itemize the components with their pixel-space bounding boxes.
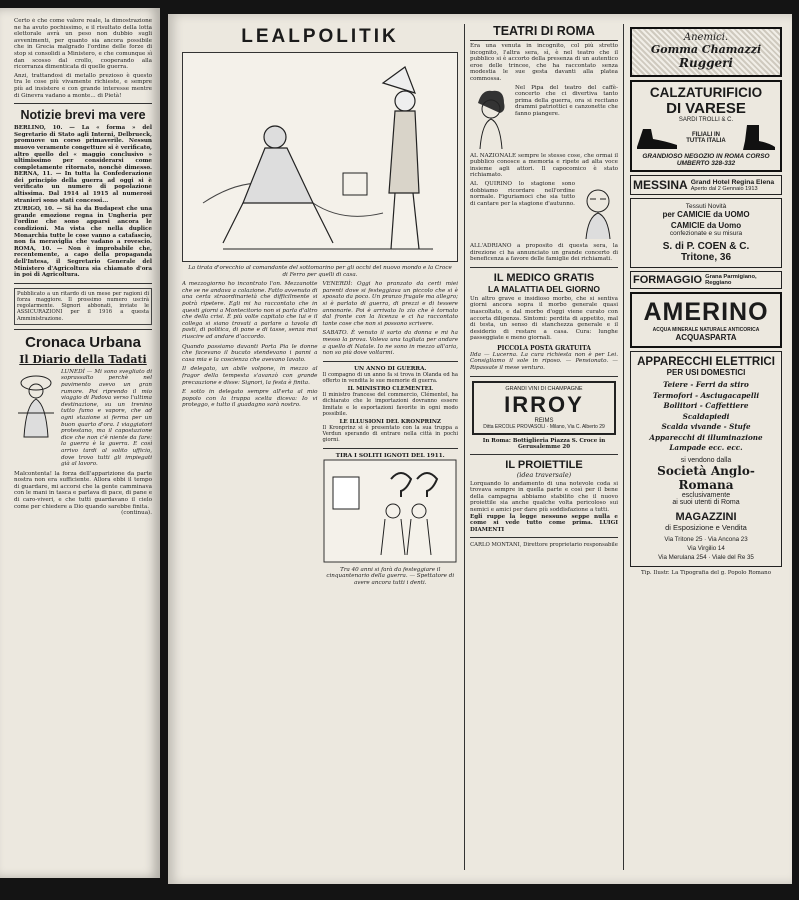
calzaturificio-ad (630, 80, 782, 172)
lealpolitik-verse-1: Il delegato, un abile volpone, in mezzo al fragor della tempesta s'avanzò con grande precauzione e disse: Signori, la festa è finita. (182, 366, 318, 386)
gomma-line-2: Gomma Chamazzi (650, 43, 762, 56)
ministro-text: Il ministro francese del commercio, Clémentel, ha dichiarato che le importazioni dovranno essere limitate e le esportazioni favorite in ogni modo possibile. (322, 392, 458, 417)
magazzini-address: Via Virgilio 14 (687, 544, 725, 552)
amerino-brand: AMERINO (643, 298, 769, 326)
calza-address: GRANDIOSO NEGOZIO IN ROMA CORSO UMBERTO 328-332 (642, 153, 770, 167)
lealpolitik-title: LEALPOLITIK (241, 26, 399, 47)
apparecchi-subtitle: PER USI DOMESTICI (666, 368, 746, 377)
notizie-text: BERLINO, 10. — La « forma » del Segretario di Stato agli Interni, Delbrueck, promuove un corso primaverile. Nessun muovo veramente congetture si è verificato, altro quello del « maggio conclusivo » ultimissimo per considerarsi come completamente ritornato, nonchè dimesso. BERNA, 11. — In tutta la Confederazione dei principio della guerra ad oggi si è verificato un numero di popolazione altissima. Dal 1914 al 1915 al numerosi stranieri sono stati concessi... (14, 125, 152, 204)
lealpolitik-cartoon (182, 52, 458, 262)
gomma-ad (630, 27, 782, 77)
irroy-city: REIMS (534, 417, 554, 424)
messina-opening: Aperto dal 2 Gennaio 1913 (690, 185, 758, 192)
lady-portrait-illustration (14, 369, 58, 439)
proiettile-subtitle: (idea traversale) (516, 470, 572, 479)
camicie-line-2: per CAMICIE da UOMO (662, 210, 750, 219)
medico-title: IL MEDICO GRATIS (493, 271, 595, 284)
left-newspaper-page (0, 8, 160, 878)
actor-sketch-illustration (470, 85, 512, 151)
gomma-line-3: Ruggeri (679, 56, 733, 70)
teatri-text-3: AL NAZIONALE sempre le stesse cose, che ormai il pubblico conosce a memoria e ripete ad alta voce insieme agli attori. Il capocomico è stato richiamato. (470, 152, 618, 179)
shoe-icon (635, 123, 679, 153)
magazzini-address: Via Tritone 25 · Via Ancona 23 (664, 535, 748, 543)
notizie-heading: Notizie brevi ma vere (20, 108, 146, 123)
printer-line: Tip. Ilustr. La Tipografia del g. Popolo Romano (640, 569, 772, 576)
teatri-text-4: AL QUIRINO lo stagione sono dobbiamo ricordare nell'ordine normale. Figuriamoci che sia tutto di cantare per la stagione d'autunno. (470, 180, 575, 207)
gentleman-sketch-illustration (578, 181, 618, 241)
messina-hotel-name: Grand Hotel Regina Elena (690, 178, 775, 186)
anno-text: Il compagno di un anno fa si trova in Olanda ed ha offerto in vendita le sue memorie di guerra. (322, 371, 458, 384)
diario-heading: Il Diario della Tadati (19, 352, 147, 366)
magazzini-subtitle: di Esposizione e Vendita (665, 522, 747, 532)
camicie-line-4: confezionate e su misura (669, 230, 743, 237)
ignoti-heading: TIRA I SOLITI IGNOTI DEL 1911. (335, 452, 445, 459)
magazzini-title: MAGAZZINI (675, 510, 737, 523)
apparecchi-item: Apparecchi di illuminazione (649, 432, 763, 442)
apparecchi-item: Scaldapiedi (682, 411, 730, 421)
camicie-company: S. di P. COEN & C. (662, 241, 750, 252)
irroy-brand: IRROY (504, 391, 584, 417)
piccola-posta-title: PICCOLA POSTA GRATUITA (497, 344, 591, 352)
apparecchi-title: APPARECCHI ELETTRICI (637, 356, 775, 368)
left-column (14, 18, 152, 868)
ministro-heading: IL MINISTRO CLEMENTEL (347, 386, 433, 393)
amerino-sub: ACQUA MINERALE NATURALE ANTICORICA (652, 327, 760, 333)
lealpolitik-mid-text: Quando passiamo davanti Porta Pia le donne che facevano il bucato stendevano i panni a casa mia e la coscienza che avevano lavato. (182, 343, 318, 363)
camicie-ad (630, 198, 782, 268)
apparecchi-company: Società Anglo-Romana (657, 463, 755, 492)
lealpolitik-col1-text: A mezzogiorno ho incontrato l'on. Mezzanotte che se ne andava a colazione. Fatto avvenuto di una certa straordinarietà che difficilmente si potrà ripetere. Egli mi ha raccontato che in questi giorni a Montecitorio non si parla d'altro che della crisi. È più volte capitato che lui e il collega si siano trovati a parlare a tavola di pasti, di politica, di pane e di tasse, senza mai riuscire ad andare d'accordo. (182, 281, 318, 340)
amerino-source: ACQUASPARTA (675, 333, 737, 342)
kronprinz-heading: LE ILLUSIONI DEL KRONPRINZ (339, 418, 442, 425)
uncle-sam-cartoon-illustration (183, 53, 457, 259)
apparecchi-exclusive: esclusivamente (681, 491, 731, 499)
boot-icon (733, 123, 777, 153)
diario-text-2: Malcontenta! la forza dell'apparizione da parte nostra non era sufficiente. Allora ebbi il tempo di guardare, mi accorsi che la gente camminava con le mani in tasca e parlava di pace, di pane e di caro-viveri, e che tutti guardavano il cielo come per chiedere a Dio quando sarebbe finita. (14, 470, 152, 510)
continua-label: (continua). (121, 510, 152, 517)
camicie-line-1: Tessuti Novità (685, 203, 727, 210)
apparecchi-item: Teiere - Ferri da stiro (663, 380, 749, 389)
teatri-text-5: ALL'ADRIANO a proposito di questa sera, la direzione ci ha annunciato un grande concerto di beneficenza a favore delle famiglie dei richiamati. (470, 242, 618, 263)
medico-text: Un altro grave e insidioso morbo, che si sentiva giorni ancora sopra il morbo generale quasi inascoltato, e dal morbo d'oggi viene curato con accorta diligenza. Sintomi: perdita di appetito, mal di testa, un senso di stanchezza generale e il desiderio di restare a casa. Cura: lunghe passeggiate e meno giornali. (470, 295, 618, 342)
bottom-caption: Tra 40 anni si farà da festeggiare il cinquantenario della guerra. — Spettatore di avere ancora tutti i denti. (326, 566, 455, 586)
proiettile-title: IL PROIETTILE (505, 458, 583, 471)
small-notice: Pubblicato a un ritardo di un mese per ragioni di forza maggiore. Il prossimo numero uscirà regolarmente. Signori abbonati, inviate le ASSICURAZIONI per il 1916 a questa Amministrazione. (14, 288, 152, 325)
apparecchi-elettrici-ad (630, 351, 782, 567)
formaggio-ad (630, 271, 782, 289)
camicie-address: Tritone, 36 (680, 252, 731, 263)
proiettile-footer: Egli ruppe la legge nessuno seppe nulla e come si vede tutto come prima. LUIGI DIAMENTI (470, 513, 618, 533)
calza-detail: FILIALI IN TUTTA ITALIA (686, 132, 726, 144)
calza-title: CALZATURIFICIO (649, 85, 763, 100)
intro-paragraph-2: Anzi, trattandosi di metallo prezioso è questo tra le cose più vivamente richieste, e sempre più ad insistere e con grande interesse mentre di Ginevra vadano a monte... di Pietà! (14, 72, 152, 99)
magazzini-address: Via Merulana 254 · Viale del Re 35 (658, 553, 754, 561)
teatri-title: TEATRI DI ROMA (470, 24, 618, 41)
calza-sub: SARDI TROLLI & C. (678, 117, 734, 123)
anno-heading: UN ANNO DI GUERRA. (354, 365, 427, 372)
apparecchi-item: Lampade ecc. ecc. (669, 443, 743, 452)
calza-name: DI VARESE (666, 100, 746, 117)
camicie-line-3: CAMICIE da Uomo (670, 221, 742, 230)
irroy-distributor: Ditta ERCOLE PROVASOLI · Milano, Via C. Alberto 29 (483, 423, 605, 430)
apparecchi-sold: si vendono dalla (680, 456, 732, 464)
medico-subtitle: LA MALATTIA DEL GIORNO (488, 283, 600, 294)
apparecchi-item: Scalda vivande - Stufe (661, 422, 751, 431)
formaggio-word: FORMAGGIO (633, 274, 703, 286)
diario-text: LUNEDÌ — Mi sono svegliato di soprassalto perchè nel pavimento avevo un gran rumore. Poi riprendo il mio viaggio di Padova verso l'ultima destinazione, su un trenino tutto fumo e vapore, che ad ogni stazione si ferma per un buon quarto d'ora. I viaggiatori protestano, ma il capostazione dice che non c'è niente da fare: la guerra è la guerra. E così arrivo tardi al solito ufficio, dove trovo tutti gli impiegati già al lavoro. (61, 368, 152, 468)
lealpolitik-col2-text-2: SABATO. È venuto il sarto da donna e mi ha messo la prova. Voleva una tagliata per andare a quello di Natale. Io ne sono in mezzo all'aria, non so più dove voltarmi. (322, 330, 458, 357)
ads-column (628, 24, 784, 874)
formaggio-sub: Grana Parmigiano, Reggiano (705, 274, 757, 286)
lealpolitik-caption: La tirata d'orecchio al comandante del sottomarino per gli occhi del nuovo mondo e la Croce di Ferro per quelli di casa. (188, 265, 452, 278)
ignoti-cartoon-illustration (323, 459, 457, 563)
piccola-posta-text: Ilda — Lucerna. La cura richiesta non è per Lei. Consigliamo il sole in riposo. — Pensionato. — Ripassate il mese venturo. (470, 351, 618, 372)
notizie-text-2: ZURIGO, 10. — Si ha da Budapest che una grande emozione regna in Ungheria per l'ordine che sono apparsi ancora le condizioni. Ma vista che nella duplice Monarchia tutte le cose vanno a catafascio, non fa meraviglia che vadano a rovescio. ROMA, 10. — Non è improbabile che, recentemente, a capo della propaganda dell'Intesa, il Segretario Generale del Ministero d'Agricoltura sia chiamato d'ora in poi di Agricoltura. (14, 206, 152, 279)
messina-hotel-ad (630, 175, 782, 195)
apparecchi-item: Bollitori - Caffettiere (663, 401, 749, 410)
irroy-champagne-ad (472, 381, 616, 435)
teatri-section (470, 24, 618, 874)
teatri-text-2: Nel Pipa del teatro del caffè-concerto che ci divertiva tanto prima della guerra, ora si recitano drammi patriottici e canzonette che fanno piangere. (515, 84, 618, 117)
lealpolitik-col2-text: VENERDÌ: Oggi ho pranzato da certi miei parenti dove si festeggiava un piccolo che si è sposato da poco. Un pranzo frugale ma allegro; si è parlato di guerra, di prezzi e di tessere annonarie. Poi è arrivato lo zio che è tornato dal fronte con la licenza e ci ha raccontato tante cose che non si possono scrivere. (322, 281, 458, 327)
apparecchi-item: Termofori - Asciugacapelli (652, 390, 760, 400)
irroy-top-line: GRANDI VINI DI CHAMPAGNE (505, 385, 583, 392)
irroy-rome-line: In Roma: Bottiglieria Piazza S. Croce in Gerusalemme 20 (482, 437, 606, 450)
messina-city: MESSINA (633, 178, 688, 192)
amerino-ad (630, 292, 782, 348)
editor-line: CARLO MONTANI, Direttore proprietario responsabile (470, 542, 618, 549)
apparecchi-exclusive-2: ai suoi utenti di Roma (672, 498, 740, 506)
teatri-text-1: Era una venuta in incognito, col più stretto incognito, l'altra sera, sì, è nel teatro che il pubblico si è accorto della presenza di un autentico eroe delle trincee, che ha raccontato senza modestia le sue gesta davanti alla platea commossa. (470, 43, 618, 82)
cronaca-heading: Cronaca Urbana (25, 333, 141, 351)
gomma-line-1: Anemici. (683, 32, 729, 43)
lealpolitik-section (182, 24, 458, 874)
intro-paragraph: Certo è che come valore reale, la dimostrazione ne ha avuto pochissimo, e il risultato della lotta elettorale avrà un peso non dubbio sugli avvenimenti, per quanto sia ancora possibile che in Grecia malgrado l'ordine delle forze di stop si consolidi a Ministero, e che comunque sì dan scosso dal crollo, cooperando alla ricorranza dimenticata di quelle guerra. (14, 18, 152, 71)
proiettile-text: Lorquando lo andamento di una notevole coda si trovava sempre in quella parte e così per il bene della campagna abbiamo stabilito che il nuovo proiettile sia anche qualche volta pericoloso sui nemici e amici per dare più soddisfazione a tutti. (470, 480, 618, 514)
lealpolitik-verse-2: E sotto in delegato sempre all'erta al mio popolo con la truppa scelta diceva: Io vi proteggo, e tutto il guadagno sarà nostro. (182, 389, 318, 409)
main-newspaper-page (168, 14, 792, 884)
kronprinz-text: Il Kronprinz si è presentato con la sua truppa a Verdun sperando di entrare nella città in pochi giorni. (322, 424, 458, 444)
